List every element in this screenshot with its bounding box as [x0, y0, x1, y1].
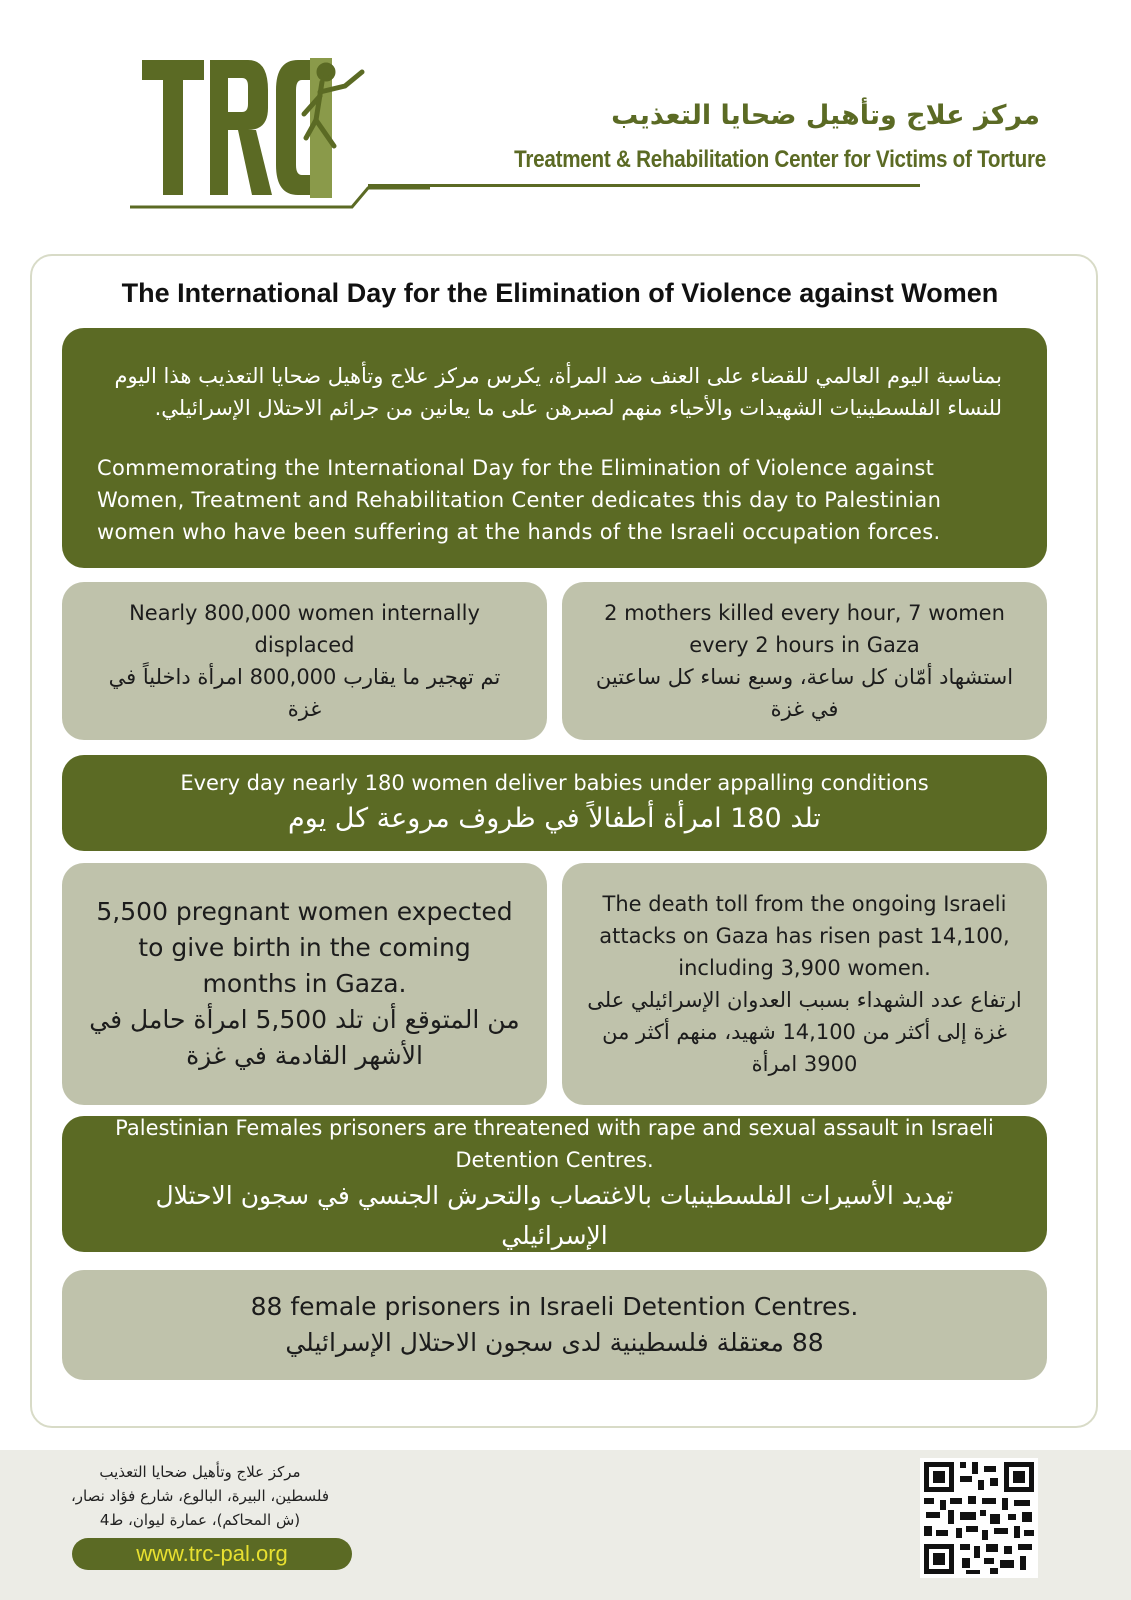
org-name-english: Treatment & Rehabilitation Center for Victims of Torture: [514, 146, 1046, 173]
death-english: The death toll from the ongoing Israeli attacks on Gaza has risen past 14,100, including 3,900 women.: [599, 892, 1010, 980]
prisoners-threat-arabic: تهديد الأسيرات الفلسطينيات بالاغتصاب والتحرش الجنسي في سجون الاحتلال الإسرائيلي: [155, 1181, 954, 1250]
pregnant-arabic: من المتوقع أن تلد 5,500 امرأة حامل في الأشهر القادمة في غزة: [89, 1005, 520, 1070]
mothers-arabic: استشهاد أمّان كل ساعة، وسبع نساء كل ساعتين في غزة: [595, 665, 1014, 721]
mothers-english: 2 mothers killed every hour, 7 women every 2 hours in Gaza: [604, 601, 1005, 657]
address-block: [40, 1460, 360, 1532]
address-line-3: (ش المحاكم)، عمارة ليوان، ط4: [99, 1511, 301, 1529]
displaced-box: [62, 582, 547, 740]
page-title: The International Day for the Elimination of Violence against Women: [121, 278, 999, 308]
website-link[interactable]: www.trc-pal.org: [72, 1538, 352, 1570]
address-line-1: مركز علاج وتأهيل ضحايا التعذيب: [99, 1463, 301, 1481]
prisoners-threat-box: [62, 1116, 1047, 1252]
babies-english: Every day nearly 180 women deliver babies under appalling conditions: [180, 771, 929, 795]
logo-letters: [142, 58, 332, 198]
pregnant-box: [62, 863, 547, 1105]
intro-arabic: بمناسبة اليوم العالمي للقضاء على العنف ضد المرأة، يكرس مركز علاج وتأهيل ضحايا التعذيب هذا اليوم للنساء الفلسطينيات الشهيدات والأحياء منهم لصبرهن على ما يعانين من جرائم الاحتلال الإسرائيلي.: [114, 364, 1002, 420]
address-line-2: فلسطين، البيرة، البالوع، شارع فؤاد نصار،: [70, 1487, 330, 1505]
mothers-killed-box: [562, 582, 1047, 740]
displaced-arabic: تم تهجير ما يقارب 800,000 امرأة داخلياً في غزة: [108, 665, 501, 721]
header-rule: [368, 184, 920, 187]
death-toll-box: [562, 863, 1047, 1105]
babies-box: [62, 755, 1047, 851]
pregnant-english: 5,500 pregnant women expected to give birth in the coming months in Gaza.: [96, 897, 513, 998]
qr-code[interactable]: [920, 1458, 1038, 1578]
babies-arabic: تلد 180 امرأة أطفالاً في ظروف مروعة كل يوم: [288, 803, 821, 834]
intro-box: [62, 328, 1047, 568]
intro-english: Commemorating the International Day for the Elimination of Violence against Women, Treatment and Rehabilitation Center dedicates this day to Palestinian women who have been suffering at the hands of the Israeli occupation forces.: [97, 456, 942, 544]
prisoners-count-box: [62, 1270, 1047, 1380]
header: [130, 50, 1046, 220]
prisoners-count-english: 88 female prisoners in Israeli Detention Centres.: [250, 1292, 859, 1321]
org-name-arabic: مركز علاج وتأهيل ضحايا التعذيب: [611, 100, 1040, 131]
qr-code-icon: [920, 1458, 1038, 1578]
displaced-english: Nearly 800,000 women internally displaced: [129, 601, 480, 657]
trc-logo: [130, 50, 430, 215]
footer: [0, 1450, 1131, 1600]
death-arabic: ارتفاع عدد الشهداء بسبب العدوان الإسرائيلي على غزة إلى أكثر من 14,100 شهيد، منهم أكثر من 3900 امرأة: [587, 988, 1022, 1076]
prisoners-count-arabic: 88 معتقلة فلسطينية لدى سجون الاحتلال الإسرائيلي: [285, 1328, 824, 1357]
prisoners-threat-english: Palestinian Females prisoners are threatened with rape and sexual assault in Israeli Detention Centres.: [115, 1116, 994, 1172]
